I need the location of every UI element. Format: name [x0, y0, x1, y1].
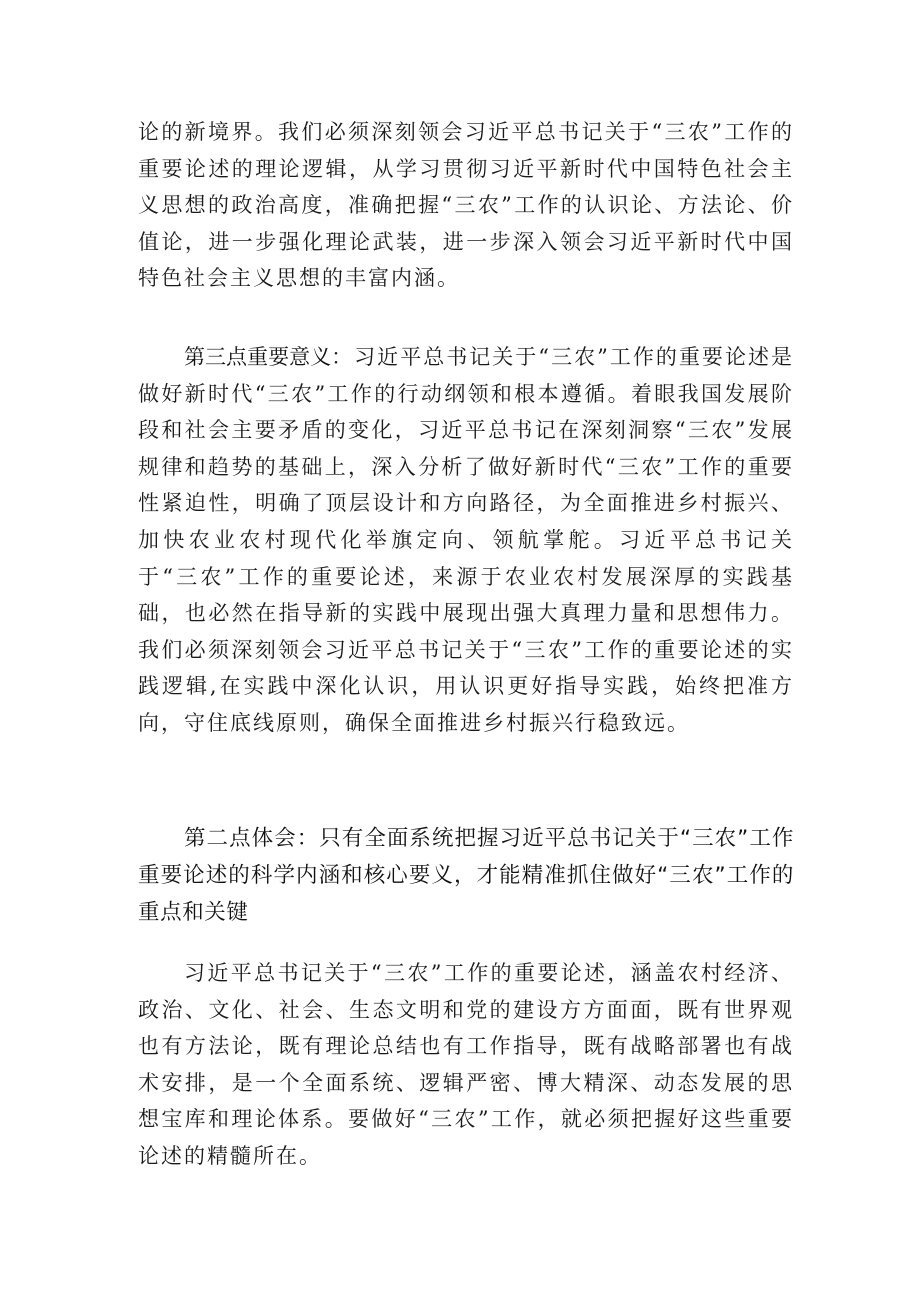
paragraph-theory-logic: 论的新境界。我们必须深刻领会习近平总书记关于“三农”工作的重要论述的理论逻辑，从学习贯彻习近平新时代中国特色社会主义思想的政治高度，准确把握“三农”工作的认识论、方法论、价值论，进一步强化理论武装，进一步深入领会习近平新时代中国特色社会主义思想的丰富内涵。 [138, 120, 794, 291]
paragraph-body: ：习近平总书记关于“三农”工作的重要论述是做好新时代“三农”工作的行动纲领和根本遵循。着眼我国发展阶段和社会主要矛盾的变化，习近平总书记在深刻洞察“三农”发展规律和趋势的基础上，深入分析了做好新时代“三农”工作的重要性紧迫性，明确了顶层设计和方向路径，为全面推进乡村振兴、加快农业农村现代化举旗定向、领航掌舵。习近平总书记关于“三农”工作的重要论述，来源于农业农村发展深厚的实践基础，也必然在指导新的实践中展现出强大真理力量和思想伟力。我们必须深刻领会习近平总书记关于“三农”工作的重要论述的实践逻辑,在实践中深化认识，用认识更好指导实践，始终把准方向，守住底线原则，确保全面推进乡村振兴行稳致远。 [138, 345, 794, 735]
section-heading-second-insight: 第二点体会：只有全面系统把握习近平总书记关于“三农”工作重要论述的科学内涵和核心要义，才能精准抓住做好“三农”工作的重点和关键 [138, 826, 794, 925]
paragraph-lead-heading: 第三点重要意义 [184, 345, 332, 369]
paragraph-scientific-connotation: 习近平总书记关于“三农”工作的重要论述，涵盖农村经济、政治、文化、社会、生态文明和党的建设方方面面，既有世界观也有方法论，既有理论总结也有工作指导，既有战略部署也有战术安排，是一个全面系统、逻辑严密、博大精深、动态发展的思想宝库和理论体系。要做好“三农”工作，就必须把握好这些重要论述的精髓所在。 [138, 961, 794, 1168]
paragraph-third-significance [138, 339, 794, 742]
